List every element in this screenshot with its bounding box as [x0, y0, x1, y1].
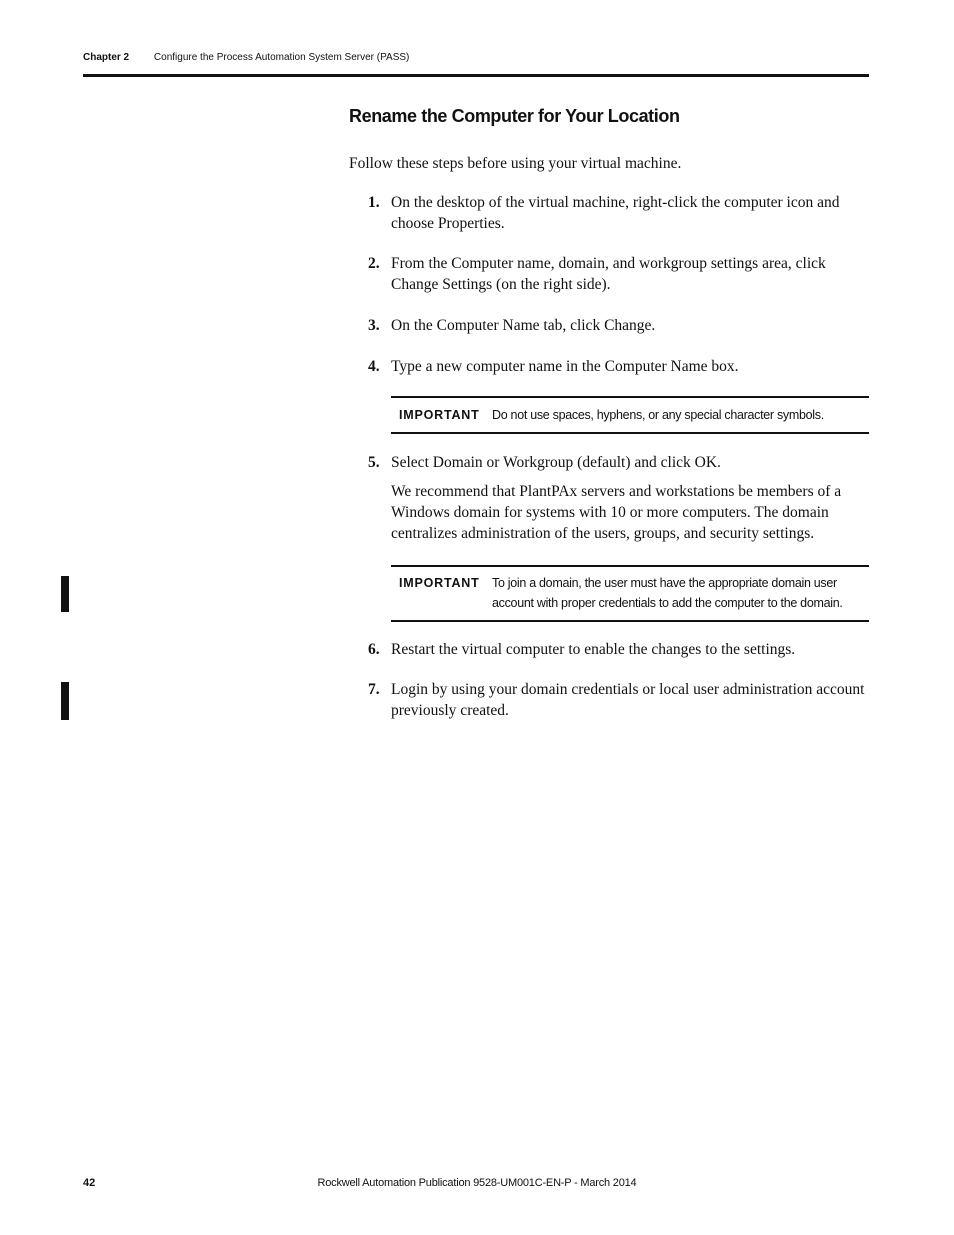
header-chapter: Chapter 2	[83, 52, 130, 63]
list-item	[349, 639, 869, 660]
important-callout	[391, 565, 869, 622]
list-item	[349, 452, 869, 544]
list-item	[349, 679, 869, 721]
step-text: On the desktop of the virtual machine, right-click the computer icon and choose Properties.	[391, 194, 840, 232]
section-heading: Rename the Computer for Your Location	[349, 106, 680, 126]
list-item	[349, 253, 869, 295]
page-number: 42	[83, 1177, 96, 1189]
main-content	[349, 106, 869, 721]
steps-list	[349, 192, 869, 377]
step-text: Restart the virtual computer to enable the changes to the settings.	[391, 641, 796, 658]
steps-list	[349, 639, 869, 721]
header-title: Configure the Process Automation System Server (PASS)	[153, 52, 410, 63]
callout-text: Do not use spaces, hyphens, or any special character symbols.	[492, 408, 824, 422]
list-item	[349, 315, 869, 336]
step-number: 7.	[368, 681, 380, 698]
callout-label: IMPORTANT	[399, 576, 480, 590]
step-number: 6.	[368, 641, 380, 658]
callout-text: To join a domain, the user must have the appropriate domain user account with proper credentials to add the computer to the domain.	[492, 576, 843, 610]
step-text: On the Computer Name tab, click Change.	[391, 317, 656, 334]
callout-label: IMPORTANT	[399, 408, 480, 422]
change-bar	[61, 576, 69, 612]
step-number: 5.	[368, 454, 380, 471]
step-paragraph: We recommend that PlantPAx servers and workstations be members of a Windows domain for systems with 10 or more computers. The domain centralizes administration of the users, groups, and security settings.	[391, 483, 842, 542]
header-rule	[83, 74, 869, 77]
intro-paragraph: Follow these steps before using your virtual machine.	[349, 155, 682, 172]
change-bar	[61, 682, 69, 720]
step-number: 3.	[368, 317, 380, 334]
step-number: 1.	[368, 194, 380, 211]
step-text: Type a new computer name in the Computer Name box.	[391, 358, 739, 375]
step-text: Login by using your domain credentials or local user administration account previously created.	[391, 681, 865, 719]
important-callout	[391, 396, 869, 434]
list-item	[349, 356, 869, 377]
steps-list	[349, 452, 869, 544]
publication-info: Rockwell Automation Publication 9528-UM001C-EN-P - March 2014	[317, 1177, 637, 1189]
step-text: Select Domain or Workgroup (default) and click OK.	[391, 454, 721, 471]
step-number: 4.	[368, 358, 380, 375]
running-header	[83, 52, 869, 63]
list-item	[349, 192, 869, 234]
step-text: From the Computer name, domain, and workgroup settings area, click Change Settings (on the right side).	[391, 255, 826, 293]
step-number: 2.	[368, 255, 380, 272]
